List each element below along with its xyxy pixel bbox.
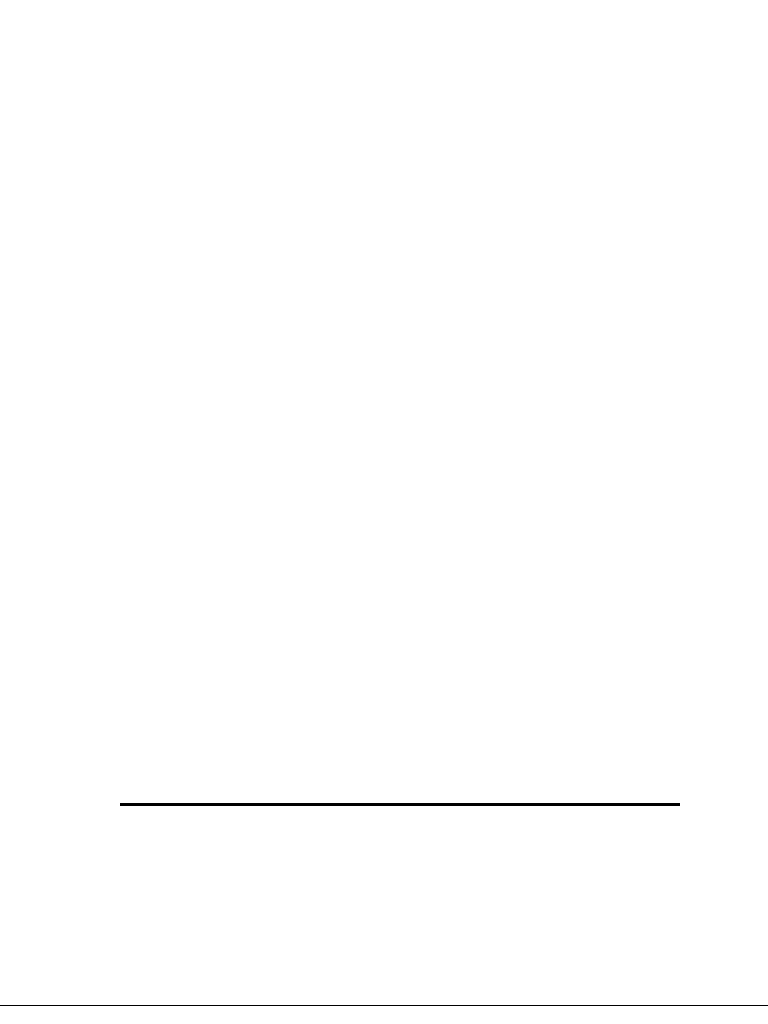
divider [120,803,680,806]
footer-divider [0,1005,768,1006]
